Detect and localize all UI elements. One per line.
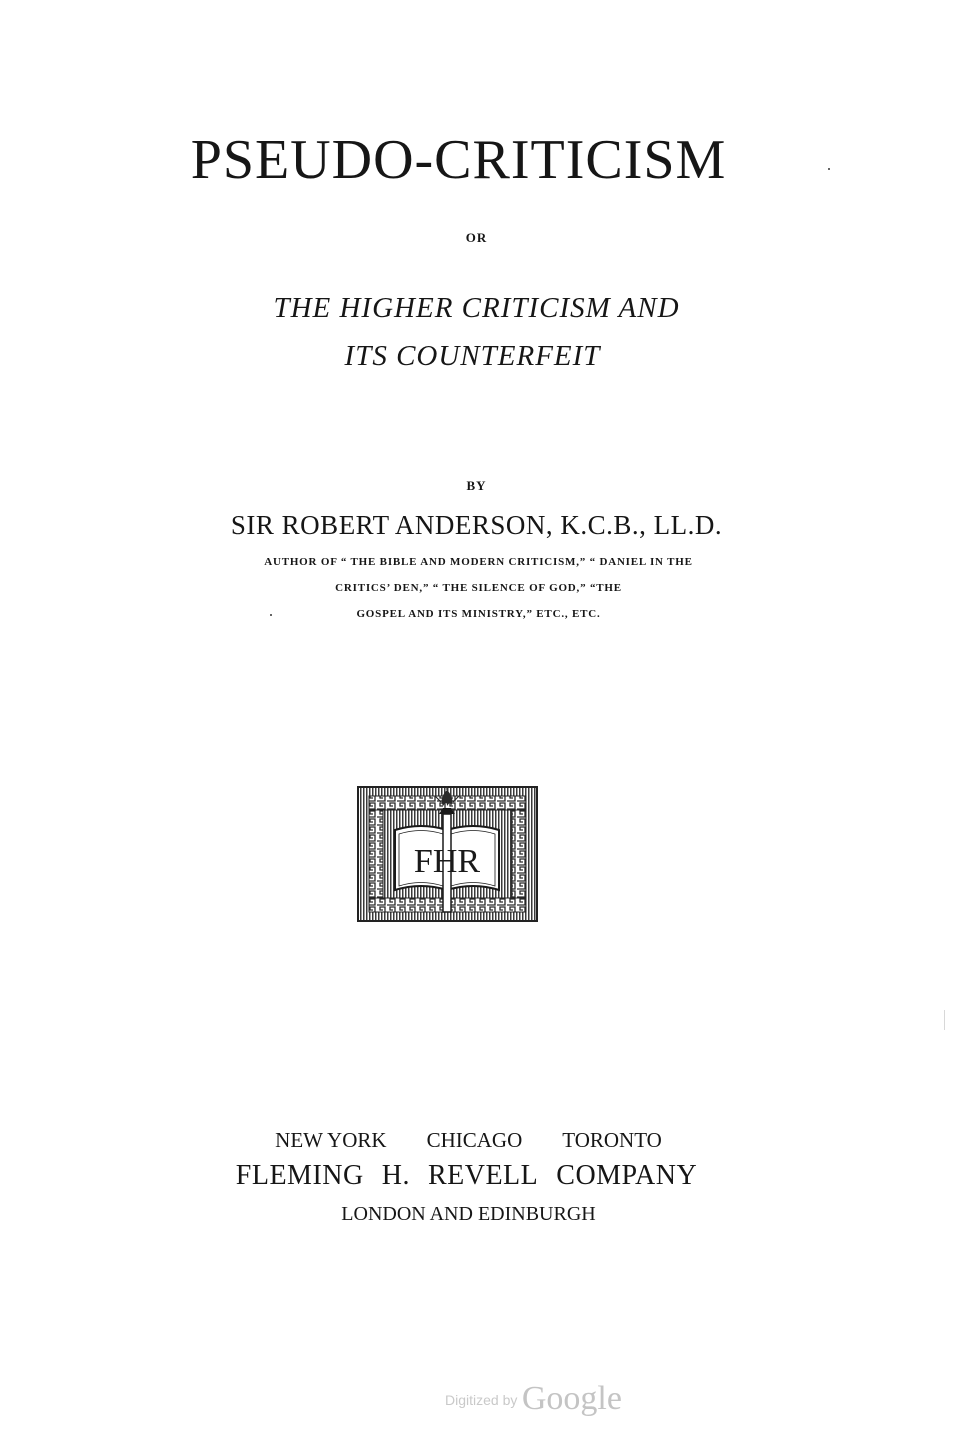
- publisher-word-3: REVELL: [427, 1160, 539, 1191]
- by-label: BY: [466, 478, 487, 493]
- publisher-device-emblem: [357, 786, 538, 922]
- scan-speck: [944, 1010, 945, 1030]
- publisher-cities: [0, 1128, 947, 1153]
- conjunction-or: OR: [465, 230, 488, 245]
- digitized-watermark: [55, 1380, 957, 1418]
- author-name: SIR ROBERT ANDERSON, K.C.B., LL.D.: [230, 510, 723, 540]
- digitized-by-label: Digitized by: [445, 1392, 518, 1408]
- subtitle-line-2: ITS COUNTERFEIT: [344, 340, 601, 372]
- book-title: PSEUDO-CRITICISM: [190, 129, 727, 191]
- city-new-york: NEW YORK: [275, 1128, 387, 1152]
- subtitle-line-1: THE HIGHER CRITICISM AND: [273, 292, 680, 324]
- scan-speck: [270, 614, 272, 616]
- city-toronto: TORONTO: [562, 1128, 662, 1152]
- publisher-name: [0, 1160, 945, 1192]
- publisher-word-4: COMPANY: [556, 1160, 698, 1191]
- publisher-locations: LONDON AND EDINBURGH: [341, 1203, 596, 1225]
- google-wordmark: Google: [521, 1380, 622, 1417]
- other-works-line-2: CRITICS’ DEN,” “ THE SILENCE OF GOD,” “THE: [335, 582, 622, 594]
- other-works-line-1: AUTHOR OF “ THE BIBLE AND MODERN CRITICISM,” “ DANIEL IN THE: [264, 556, 693, 568]
- publisher-word-2: H.: [381, 1160, 410, 1191]
- device-monogram: FHR: [413, 843, 481, 880]
- scan-speck: [828, 168, 830, 170]
- city-chicago: CHICAGO: [426, 1128, 523, 1152]
- other-works-line-3: GOSPEL AND ITS MINISTRY,” ETC., ETC.: [356, 608, 601, 620]
- publisher-word-1: FLEMING: [235, 1160, 364, 1191]
